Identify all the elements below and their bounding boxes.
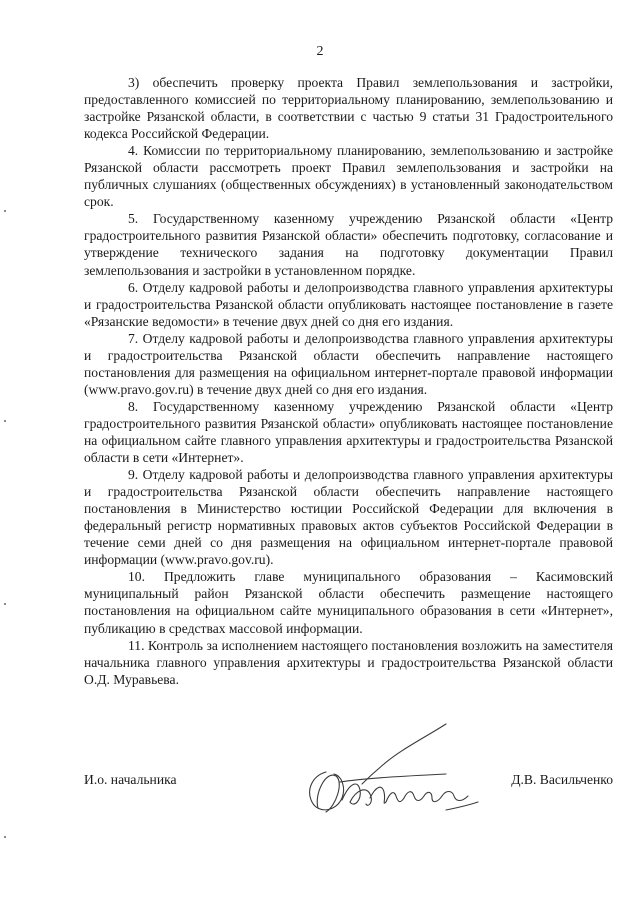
paragraph-item-10: 10. Предложить главе муниципального образования – Касимовский муниципальный район Рязанской области обеспечить размещение настоящего постановления на официальном сайте муниципального образования в сети «Интернет», публикацию в средствах массовой информации. (84, 569, 613, 636)
paragraph-item-6: 6. Отделу кадровой работы и делопроизводства главного управления архитектуры и градостроительства Рязанской области опубликовать настоящее постановление в газете «Рязанские ведомости» в течение двух дней со дня его издания. (84, 279, 613, 329)
paragraph-item-7: 7. Отделу кадровой работы и делопроизводства главного управления архитектуры и градостроительства Рязанской области обеспечить направление настоящего постановления для размещения на официальном интернет-портале правовой информации (www.pravo.gov.ru) в течение двух дней со дня его издания. (84, 330, 613, 397)
paragraph-item-8: 8. Государственному казенному учреждению Рязанской области «Центр градостроительного развития Рязанской области» опубликовать настоящее постановление на официальном сайте главного управления архитектуры и градостроительства Рязанской области в сети «Интернет». (84, 398, 613, 466)
paragraph-item-11: 11. Контроль за исполнением настоящего постановления возложить на заместителя начальника главного управления архитектуры и градостроительства Рязанской области О.Д. Муравьева. (84, 637, 613, 687)
handwritten-signature (296, 720, 486, 825)
scan-edge-mark (4, 836, 6, 838)
paragraph-item-4: 4. Комиссии по территориальному планированию, землепользованию и застройке Рязанской области рассмотреть проект Правил землепользования и застройки на публичных слушаниях (общественных обсуждениях) в установленный законодательством срок. (84, 143, 613, 210)
paragraph-item-5: 5. Государственному казенному учреждению Рязанской области «Центр градостроительного развития Рязанской области» обеспечить подготовку, согласование и утверждение технического задания на подготовку документации Правил землепользования и застройки в установленном порядке. (84, 211, 613, 278)
page-number: 2 (316, 44, 324, 59)
scan-edge-mark (4, 210, 6, 212)
signatory-title: И.о. начальника (84, 772, 177, 787)
paragraph-item-3: 3) обеспечить проверку проекта Правил землепользования и застройки, предоставленного комиссией по территориальному планированию, землепользованию и застройке Рязанской области, в соответствии с частью 9 статьи 31 Градостроительного кодекса Российской Федерации. (84, 75, 613, 142)
signatory-name: Д.В. Васильченко (511, 772, 613, 787)
scan-edge-mark (4, 603, 6, 605)
scan-edge-mark (4, 420, 6, 422)
document-body (84, 74, 613, 688)
paragraph-item-9: 9. Отделу кадровой работы и делопроизводства главного управления архитектуры и градостроительства Рязанской области обеспечить направление настоящего постановления в Министерство юстиции Российской Федерации для включения в федеральный регистр нормативных правовых актов субъектов Российской Федерации в течение семи дней со дня размещения на официальном интернет-портале правовой информации (www.pravo.gov.ru). (84, 467, 613, 568)
